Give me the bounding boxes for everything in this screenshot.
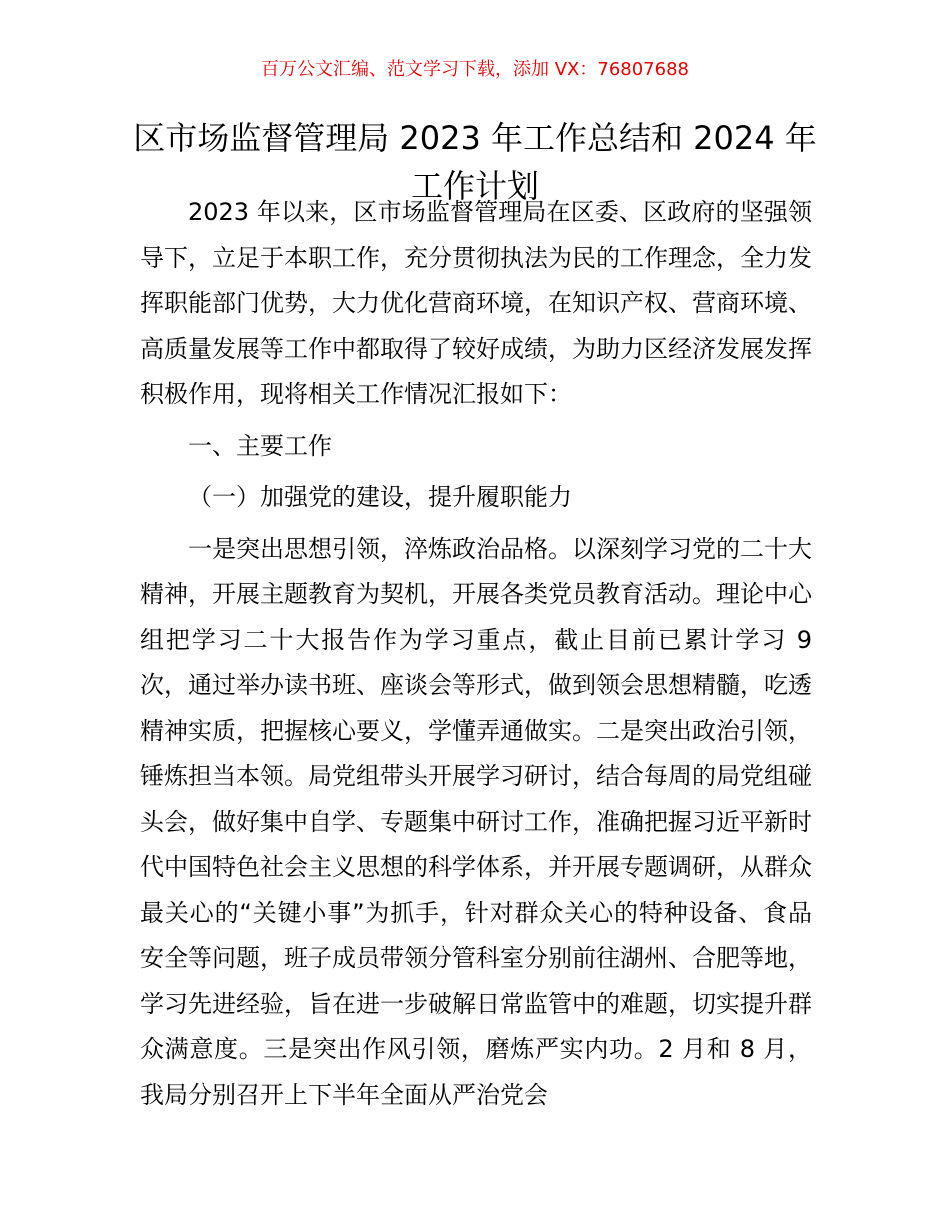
subsection-heading: （一）加强党的建设，提升履职能力 [188, 483, 572, 511]
body-paragraph: 一是突出思想引领，淬炼政治品格。以深刻学习党的二十大精神，开展主题教育为契机，开展各类党员教育活动。理论中心组把学习二十大报告作为学习重点，截止目前已累计学习 9 次，通过举办读书班、座谈会等形式，做到领会思想精髓，吃透精神实质，把握核心要义，学懂弄通做实。二是突出政治引领，锤炼担当本领。局党组带头开展学习研讨，结合每周的局党组碰头会，做好集中自学、专题集中研讨工作，准确把握习近平新时代中国特色社会主义思想的科学体系，并开展专题调研，从群众最关心的“关键小事”为抓手，针对群众关心的特种设备、食品安全等问题，班子成员带领分管科室分别前往湖州、合肥等地，学习先进经验，旨在进一步破解日常监管中的难题，切实提升群众满意度。三是突出作风引领，磨炼严实内功。2 月和 8 月，我局分别召开上下半年全面从严治党会 [140, 534, 812, 1109]
document-body [140, 190, 812, 1118]
intro-paragraph: 2023 年以来，区市场监督管理局在区委、区政府的坚强领导下，立足于本职工作，充分贯彻执法为民的工作理念，全力发挥职能部门优势，大力优化营商环境，在知识产权、营商环境、高质量发展等工作中都取得了较好成绩，为助力区经济发展发挥积极作用，现将相关工作情况汇报如下： [140, 198, 812, 408]
section-heading: 一、主要工作 [188, 431, 332, 460]
header-note: 百万公文汇编、范文学习下载，添加 VX：76807688 [261, 59, 689, 80]
document-title: 区市场监督管理局 2023 年工作总结和 2024 年工作计划 [133, 119, 817, 205]
